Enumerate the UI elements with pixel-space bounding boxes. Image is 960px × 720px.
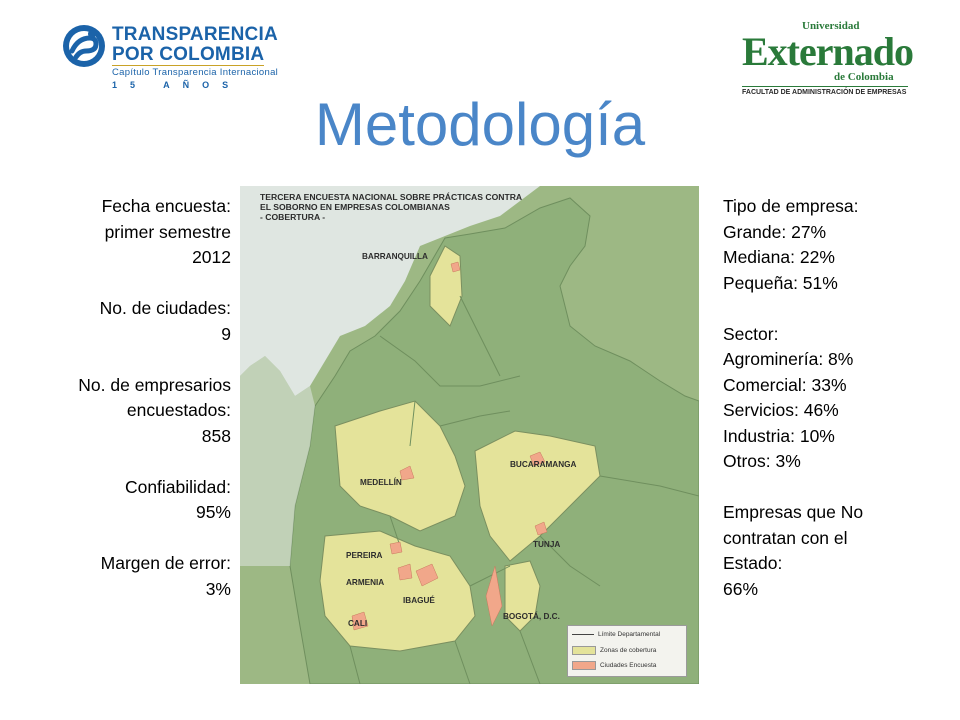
legend-item — [572, 661, 656, 671]
map-title-line: TERCERA ENCUESTA NACIONAL SOBRE PRÁCTICAS CONTRA — [260, 192, 523, 202]
tipo-item: Pequeña: 51% — [723, 272, 838, 293]
city-label-medellin: MEDELLÍN — [360, 478, 402, 487]
city-label-tunja: TUNJA — [533, 540, 561, 549]
survey-facts-left — [20, 194, 231, 602]
city-label-bucaramanga: BUCARAMANGA — [510, 460, 577, 469]
legend-label: Límite Departamental — [598, 631, 661, 638]
confiabilidad-label: Confiabilidad: — [124, 476, 231, 497]
ciudades-label: No. de ciudades: — [99, 298, 231, 318]
tipo-item: Mediana: 22% — [723, 247, 835, 267]
no-estado-line: contratan con el — [723, 527, 848, 548]
ciudades-value: 9 — [221, 323, 231, 344]
no-estado-line: Empresas que No — [723, 502, 864, 522]
legend-item — [572, 646, 656, 656]
transparencia-emblem-icon — [62, 24, 106, 68]
map-title — [260, 192, 590, 222]
tipo-label: Tipo de empresa: — [723, 196, 859, 216]
fecha-value-line1: primer semestre — [104, 221, 231, 242]
survey-facts-right — [723, 194, 948, 602]
city-label-cali: CALI — [348, 619, 368, 628]
transparencia-subtitle: Capítulo Transparencia Internacional — [112, 67, 279, 78]
page-title: Metodología — [314, 91, 646, 158]
fecha-label: Fecha encuesta: — [101, 196, 231, 216]
margen-value: 3% — [205, 578, 231, 599]
city-label-armenia: ARMENIA — [346, 578, 385, 587]
map-legend — [567, 625, 687, 677]
city-label-ibague: IBAGUÉ — [403, 596, 435, 605]
transparencia-divider — [112, 65, 264, 66]
legend-coverage-swatch — [572, 646, 596, 655]
externado-de-colombia: de Colombia — [834, 71, 894, 83]
city-label-pereira: PEREIRA — [346, 551, 383, 560]
externado-name: Externado — [742, 29, 913, 74]
colombia-map-graphic — [240, 186, 699, 684]
empresarios-value: 858 — [201, 425, 231, 446]
sector-item: Industria: 10% — [723, 425, 835, 446]
transparencia-line1: TRANSPARENCIA — [112, 24, 278, 45]
city-label-bogota: BOGOTÁ, D.C. — [503, 612, 560, 621]
sector-item: Otros: 3% — [723, 451, 801, 471]
sector-label: Sector: — [723, 323, 779, 344]
confiabilidad-value: 95% — [195, 502, 231, 522]
coverage-map — [240, 186, 699, 684]
externado-universidad: Universidad — [802, 20, 860, 32]
externado-faculty: FACULTAD DE ADMINISTRACIÓN DE EMPRESAS — [742, 89, 907, 96]
map-title-line: EL SOBORNO EN EMPRESAS COLOMBIANAS — [260, 202, 450, 212]
transparencia-line2: POR COLOMBIA — [112, 44, 265, 65]
legend-label: Zonas de cobertura — [600, 647, 657, 655]
map-title-line: - COBERTURA - — [260, 212, 326, 222]
externado-divider — [742, 86, 908, 87]
legend-line-swatch — [572, 634, 594, 635]
empresarios-label-line1: No. de empresarios — [78, 374, 231, 395]
legend-item — [572, 631, 660, 641]
transparencia-years: 15 AÑOS — [112, 80, 242, 90]
sector-item: Comercial: 33% — [723, 374, 847, 395]
fecha-value-line2: 2012 — [192, 247, 231, 267]
sector-item: Agrominería: 8% — [723, 349, 854, 369]
no-estado-line: Estado: — [723, 553, 783, 573]
margen-label: Margen de error: — [100, 553, 231, 573]
sector-item: Servicios: 46% — [723, 400, 839, 420]
city-label-barranquilla: BARRANQUILLA — [362, 252, 428, 261]
tipo-item: Grande: 27% — [723, 221, 827, 242]
transparencia-logo — [62, 20, 279, 92]
externado-logo — [742, 18, 913, 96]
legend-city-swatch — [572, 661, 596, 670]
no-estado-value: 66% — [723, 578, 759, 599]
legend-label: Ciudades Encuesta — [600, 662, 657, 670]
empresarios-label-line2: encuestados: — [126, 400, 231, 420]
